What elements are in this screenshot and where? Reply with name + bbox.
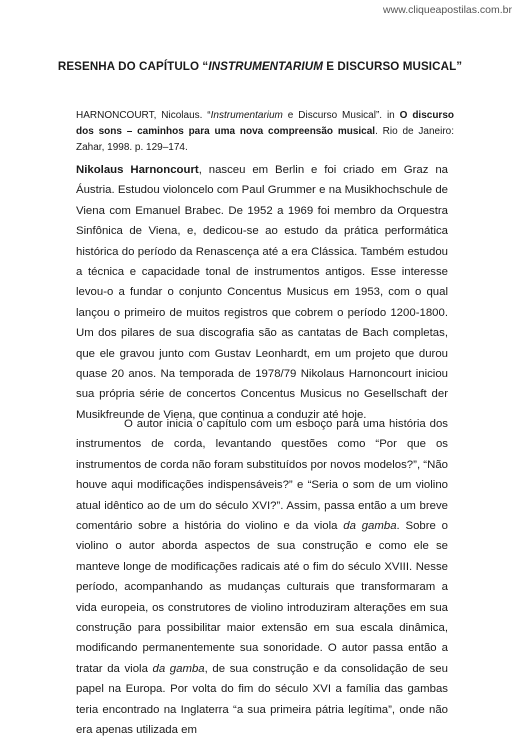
paragraph-biography: [76, 160, 448, 425]
reference-chapter: e Discurso Musical”. in: [282, 110, 400, 121]
summary-text-3: , de sua construção e da consolidação de seu papel na Europa. Por volta do fim do século XVI a família das gambas teria encontrado na Inglaterra “a sua primeira pátria legítima”, onde não era apenas utilizada em: [76, 662, 448, 737]
summary-italic-2: da gamba: [152, 662, 205, 675]
watermark: www.cliqueapostilas.com.br: [383, 4, 512, 16]
reference-book-title: O discurso dos sons – caminhos para uma nova compreensão musical: [76, 110, 454, 137]
summary-text-1: O autor inicia o capítulo com um esboço para uma história dos instrumentos de corda, levantando questões como “Por que os instrumentos de corda não foram substituídos por novos modelos?”, “Não houve aqui modificações indispensáveis?” e “Seria o som de um violino atual idêntico ao de um do século XVI?”. Assim, passa então a um breve comentário sobre a história do violino e da viola: [76, 418, 448, 533]
author-name: Nikolaus Harnoncourt: [76, 164, 199, 176]
title-suffix: E DISCURSO MUSICAL”: [322, 60, 463, 73]
reference-author: HARNONCOURT, Nicolaus. “: [76, 110, 211, 121]
biography-text: , nasceu em Berlin e foi criado em Graz na Áustria. Estudou violoncelo com Paul Grummer e na Musikhochschule de Viena com Emanuel Brabec. De 1952 a 1969 foi membro da Orquestra Sinfônica de Viena, e, dedicou-se ao estudo da prática performática histórica do período da Renascença até a era Clássica. Também estudou a técnica e capacidade tonal de instrumentos antigos. Esse interesse levou-o a fundar o conjunto Concentus Musicus em 1953, com o qual lançou o primeiro de muitos registros que cobrem o período 1200-1800. Um dos pilares de sua discografia são as cantatas de Bach completas, que ele gravou junto com Gustav Leonhardt, em um projeto que durou quase 20 anos. Na temporada de 1978/79 Nikolaus Harnoncourt iniciou sua própria série de concertos Concentus Musicus no Gesellschaft der Musikfreunde de Viena, que continua a conduzir até hoje.: [76, 164, 449, 421]
title-italic: INSTRUMENTARIUM: [208, 60, 323, 73]
summary-italic-1: da gamba: [343, 520, 397, 533]
bibliographic-reference: [76, 108, 454, 156]
reference-italic-title: Instrumentarium: [210, 110, 283, 121]
summary-text-2: . Sobre o violino o autor aborda aspectos de sua construção e como ele se manteve longe de modificações radicais até o fim do século XVIII. Nesse período, acompanhando as mudanças culturais que transformaram a vida europeia, os construtores de violino introduziram alterações em sua construção para possibilitar maior extensão em sua escala dinâmica, modificando permanentemente sua sonoridade. O autor passa então a tratar da viola: [76, 520, 448, 675]
paragraph-summary: [76, 414, 448, 741]
title-prefix: RESENHA DO CAPÍTULO “: [57, 60, 209, 73]
reference-publication: . Rio de Janeiro: Zahar, 1998. p. 129–174.: [76, 126, 454, 153]
page-title: [0, 60, 520, 73]
